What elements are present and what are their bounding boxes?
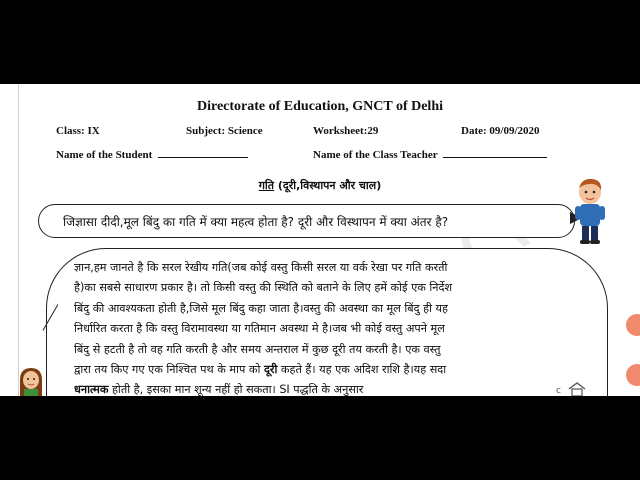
- answer-term-distance: दूरी: [263, 363, 278, 377]
- answer-term-positive: धनात्मक: [74, 383, 109, 396]
- page-title: Directorate of Education, GNCT of Delhi: [196, 99, 443, 114]
- floating-action-button[interactable]: [626, 314, 640, 336]
- boy-character-icon: [572, 176, 608, 246]
- teacher-name-label: Name of the Class Teacher: [313, 149, 438, 161]
- page-left-border: [18, 84, 19, 396]
- answer-line7-post: होती है, इसका मान शून्य नहीं हो सकता। SI पद्धति के अनुसार: [108, 383, 364, 396]
- student-name-row: [56, 148, 248, 161]
- corner-letter: c: [556, 386, 561, 396]
- answer-line: निर्धारित करता है कि वस्तु विरामावस्था या गतिमान अवस्था मे है।जब भी कोई वस्तु अपने मूल: [74, 322, 445, 336]
- answer-line6-post: कहते हैं। यह एक अदिश राशि है।यह सदा: [277, 363, 447, 377]
- answer-text: [74, 258, 554, 396]
- student-name-field[interactable]: [158, 148, 248, 158]
- answer-line: बिंदु की आवश्यकता होती है,जिसे मूल बिंदु कहा जाता है।वस्तु की अवस्था का मूल बिंदु ही यह: [74, 301, 448, 315]
- worksheet-label: Worksheet:29: [313, 125, 379, 137]
- question-bubble: [38, 204, 575, 238]
- girl-character-icon: [16, 366, 46, 396]
- topic-heading: [0, 178, 640, 193]
- topic-word: गति: [258, 179, 275, 192]
- answer-line: [74, 360, 554, 380]
- topic-subtitle: (दूरी,विस्थापन और चाल): [277, 179, 382, 192]
- teacher-name-field[interactable]: [443, 148, 547, 158]
- class-label: Class: IX: [56, 125, 100, 137]
- answer-line: ज्ञान,हम जानते है कि सरल रेखीय गति(जब कोई वस्तु किसी सरल या वर्क रेखा पर गति करती: [74, 261, 448, 274]
- subject-label: Subject: Science: [186, 125, 263, 137]
- answer-line: बिंदु से हटती है तो वह गति करती है और समय अन्तराल में कुछ दूरी तय करती है। एक वस्तु: [74, 342, 441, 356]
- question-text: जिज्ञासा दीदी,मूल बिंदु का गति में क्या महत्व होता है? दूरी और विस्थापन में क्या अंतर है?: [63, 215, 449, 229]
- student-name-label: Name of the Student: [56, 149, 153, 161]
- answer-line6-pre: द्वारा तय किए गए एक निश्चित पथ के माप को: [74, 363, 264, 377]
- worksheet-page: [0, 84, 640, 396]
- teacher-name-row: [313, 148, 547, 161]
- answer-line: है)का सबसे साधारण प्रकार है। तो किसी वस्तु की स्थिति को बताने के लिए हमें कोई एक निर्देश: [74, 281, 453, 295]
- home-icon[interactable]: [566, 382, 588, 396]
- answer-line: [74, 380, 554, 396]
- date-label: Date: 09/09/2020: [461, 125, 540, 137]
- floating-edit-button[interactable]: [626, 364, 640, 386]
